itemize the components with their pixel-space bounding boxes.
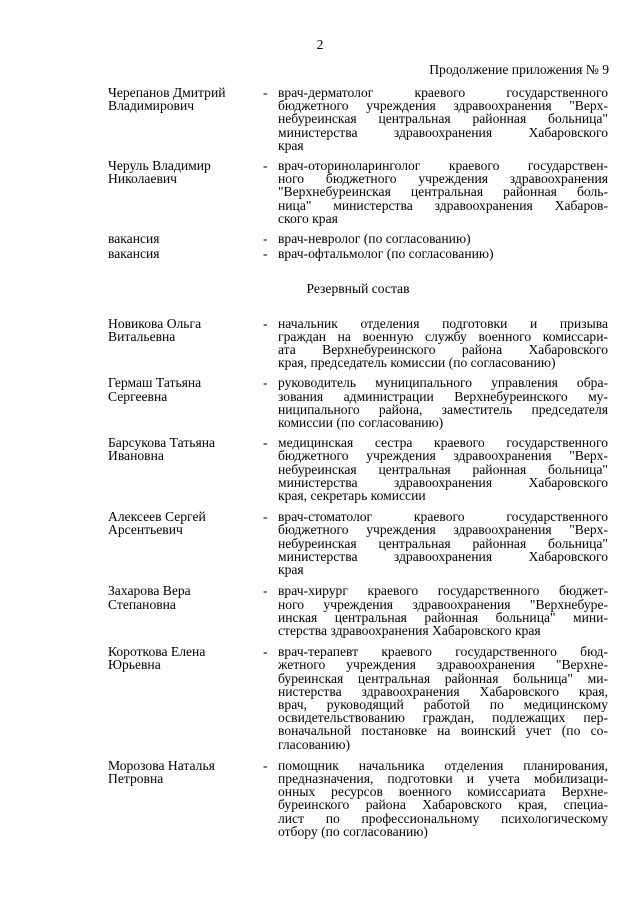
member-name-line: Короткова Елена (108, 644, 206, 660)
member-entry (108, 232, 608, 245)
member-entry (108, 159, 608, 225)
member-role-line: начальник отделения подготовки и призыва (278, 315, 608, 331)
member-role-line: комиссии (по согласованию) (278, 415, 444, 431)
member-role (278, 247, 608, 260)
member-role (278, 759, 608, 838)
dash-separator: - (263, 231, 268, 247)
reserve-section-title: Резервный состав (306, 281, 410, 297)
member-role-line: помощник начальника отделения планирования, (278, 757, 608, 773)
member-name (108, 584, 263, 610)
member-role-line: ского края (278, 210, 338, 226)
member-role-line: края, секретарь комиссии (278, 488, 426, 504)
dash-separator: - (263, 583, 268, 599)
member-role-line: небуреинская центральная районная больница" (278, 461, 608, 477)
member-role-line: руководитель муниципального управления обра- (278, 375, 608, 391)
member-role-line: врач-стоматолог краевого государственного (278, 509, 608, 525)
dash-separator: - (263, 435, 268, 451)
member-role (278, 645, 608, 751)
member-name (108, 232, 263, 245)
member-name-line: вакансия (108, 246, 160, 262)
member-name-line: Захарова Вера (108, 583, 191, 599)
member-role-line: инская центральная районная больница" мини- (278, 609, 608, 625)
member-role-line: буреинская центральная районная больница" ми- (278, 670, 608, 686)
member-name (108, 376, 263, 402)
member-name-line: Ивановна (108, 448, 164, 464)
member-role-line: министерства здравоохранения Хабаровского (278, 474, 608, 490)
member-name-line: Черуль Владимир (108, 158, 211, 174)
member-role-line: врач, руководящий работой по медицинскому (278, 696, 608, 712)
member-role-line: отбору (по согласованию) (278, 823, 428, 839)
dash-separator: - (263, 757, 268, 773)
main-members (108, 86, 608, 260)
member-role (278, 159, 608, 225)
member-role (278, 232, 608, 245)
member-name-line: Николаевич (108, 171, 178, 187)
member-name-line: Степановна (108, 596, 176, 612)
member-entry (108, 584, 608, 637)
member-role-line: врач-дерматолог краевого государственного (278, 85, 608, 100)
dash-separator: - (263, 246, 268, 262)
member-role-line: небуреинская центральная районная больница" (278, 535, 608, 551)
member-name (108, 510, 263, 536)
member-name-line: вакансия (108, 231, 160, 247)
member-name-line: Петровна (108, 770, 164, 786)
member-name-line: Новикова Ольга (108, 315, 202, 331)
member-entry (108, 510, 608, 576)
member-name-line: Владимирович (108, 98, 195, 114)
member-role (278, 86, 608, 152)
dash-separator: - (263, 375, 268, 391)
member-name-line: Юрьевна (108, 657, 161, 673)
member-name (108, 645, 263, 671)
member-role-line: края (278, 562, 304, 578)
dash-separator: - (263, 158, 268, 174)
member-role-line: жетного учреждения здравоохранения "Верхне- (278, 657, 608, 673)
reserve-members (108, 317, 608, 838)
member-name (108, 247, 263, 260)
member-role-line: врач-терапевт краевого государственного бюд- (278, 644, 608, 660)
member-role-line: освидетельствованию граждан, подлежащих пер- (278, 710, 608, 726)
member-name-line: Черепанов Дмитрий (108, 85, 226, 100)
member-role (278, 376, 608, 429)
dash-separator: - (263, 509, 268, 525)
member-role-line: бюджетного учреждения здравоохранения "Верх- (278, 448, 608, 464)
member-entry (108, 376, 608, 429)
member-role-line: медицинская сестра краевого государственного (278, 435, 608, 451)
member-role-line: бюджетного учреждения здравоохранения "Верх- (278, 98, 608, 114)
member-name-line: Гермаш Татьяна (108, 375, 202, 391)
member-entry (108, 645, 608, 751)
member-role (278, 510, 608, 576)
member-entry (108, 436, 608, 502)
member-entry (108, 247, 608, 260)
member-role-line: врач-оториноларинголог краевого государствен- (278, 158, 608, 174)
member-role-line: "Верхнебуреинская центральная районная боль- (278, 184, 608, 200)
member-role (278, 584, 608, 637)
member-role-line: лист по профессиональному психологическому (278, 810, 608, 826)
member-role (278, 436, 608, 502)
member-role-line: буреинского района Хабаровского края, специа- (278, 797, 608, 813)
member-name (108, 317, 263, 343)
member-role-line: ного бюджетного учреждения здравоохранения (278, 171, 608, 187)
member-role-line: министерства здравоохранения Хабаровского (278, 124, 608, 140)
member-name (108, 436, 263, 462)
member-role-line: нистерства здравоохранения Хабаровского края, (278, 683, 608, 699)
member-name (108, 759, 263, 785)
member-name-line: Сергеевна (108, 388, 168, 404)
member-role-line: края, председатель комиссии (по согласованию) (278, 355, 556, 371)
member-role-line: врач-офтальмолог (по согласованию) (278, 246, 494, 262)
member-role-line: гласованию) (278, 736, 351, 752)
member-role-line: зования администрации Верхнебуреинского му- (278, 388, 608, 404)
member-role-line: ница" министерства здравоохранения Хабаров- (278, 197, 608, 213)
member-role (278, 317, 608, 370)
dash-separator: - (263, 85, 268, 100)
member-name-line: Барсукова Татьяна (108, 435, 216, 451)
member-role-line: министерства здравоохранения Хабаровского (278, 548, 608, 564)
member-entry (108, 759, 608, 838)
member-name (108, 86, 263, 112)
member-role-line: ного учреждения здравоохранения "Верхнебуре- (278, 596, 608, 612)
member-role-line: онных ресурсов военного комиссариата Верхне- (278, 784, 608, 800)
member-entry (108, 86, 608, 152)
member-name-line: Арсентьевич (108, 522, 183, 538)
page-number: 2 (316, 37, 324, 52)
member-name-line: Алексеев Сергей (108, 509, 206, 525)
member-name (108, 159, 263, 185)
continuation-note: Продолжение приложения № 9 (429, 62, 609, 77)
member-role-line: края (278, 137, 304, 153)
member-role-line: граждан на военную службу военного комиссари- (278, 328, 608, 344)
dash-separator: - (263, 315, 268, 331)
member-role-line: стерства здравоохранения Хабаровского края (278, 622, 541, 638)
member-role-line: ниципального района, заместитель председателя (278, 401, 608, 417)
member-role-line: врач-хирург краевого государственного бюджет- (278, 583, 608, 599)
member-name-line: Морозова Наталья (108, 757, 215, 773)
member-role-line: небуреинская центральная районная больница" (278, 111, 608, 127)
member-entry (108, 317, 608, 370)
member-role-line: бюджетного учреждения здравоохранения "Верх- (278, 522, 608, 538)
member-name-line: Витальевна (108, 328, 176, 344)
dash-separator: - (263, 644, 268, 660)
member-role-line: предназначения, подготовки и учета мобилизаци- (278, 770, 608, 786)
member-role-line: ата Верхнебуреинского района Хабаровского (278, 342, 608, 358)
member-list (108, 86, 608, 838)
member-role-line: врач-невролог (по согласованию) (278, 231, 471, 247)
member-role-line: воначальной постановке на воинский учет (по со- (278, 723, 608, 739)
